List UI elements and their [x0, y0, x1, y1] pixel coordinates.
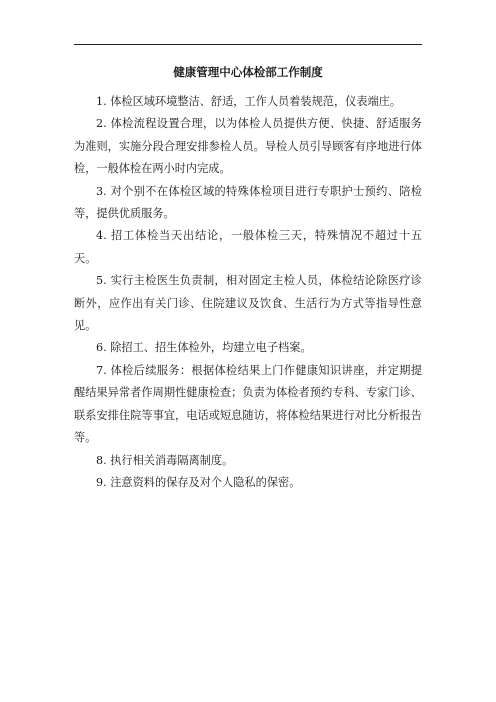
- rule-paragraph-4: 4. 招工体检当天出结论，一般体检三天，特殊情况不超过十五天。: [74, 229, 422, 265]
- rule-paragraph-5: 5. 实行主检医生负责制，相对固定主检人员，体检结论除医疗诊断外，应作出有关门诊、住院建议及饮食、生活行为方式等指导性意见。: [74, 274, 422, 333]
- rule-paragraph-9: 9. 注意资料的保存及对个人隐私的保密。: [96, 475, 301, 489]
- rule-paragraph-3: 3. 对个别不在体检区域的特殊体检项目进行专职护士预约、陪检等，提供优质服务。: [74, 184, 422, 221]
- rule-paragraph-8: 8. 执行相关消毒隔离制度。: [96, 453, 234, 467]
- rule-paragraph-2: 2. 体检流程设置合理，以为体检人员提供方便、快捷、舒适服务为准则，实施分段合理安排参检人员。导检人员引导顾客有序地进行体检，一般体检在两小时内完成。: [74, 117, 422, 176]
- document-body: [74, 91, 422, 494]
- rule-paragraph-1: 1. 体检区域环境整洁、舒适，工作人员着装规范，仪表端庄。: [96, 95, 402, 108]
- document-title: 健康管理中心体检部工作制度: [173, 65, 323, 79]
- rule-paragraph-7: 7. 体检后续服务：根据体检结果上门作健康知识讲座，并定期提醒结果异常者作周期性健康检查；负责为体检者预约专科、专家门诊、联系安排住院等事宜，电话或短息随访，将体检结果进行对比分析报告等。: [74, 363, 422, 445]
- rule-paragraph-6: 6. 除招工、招生体检外，均建立电子档案。: [96, 341, 312, 355]
- header-rule: [74, 44, 422, 45]
